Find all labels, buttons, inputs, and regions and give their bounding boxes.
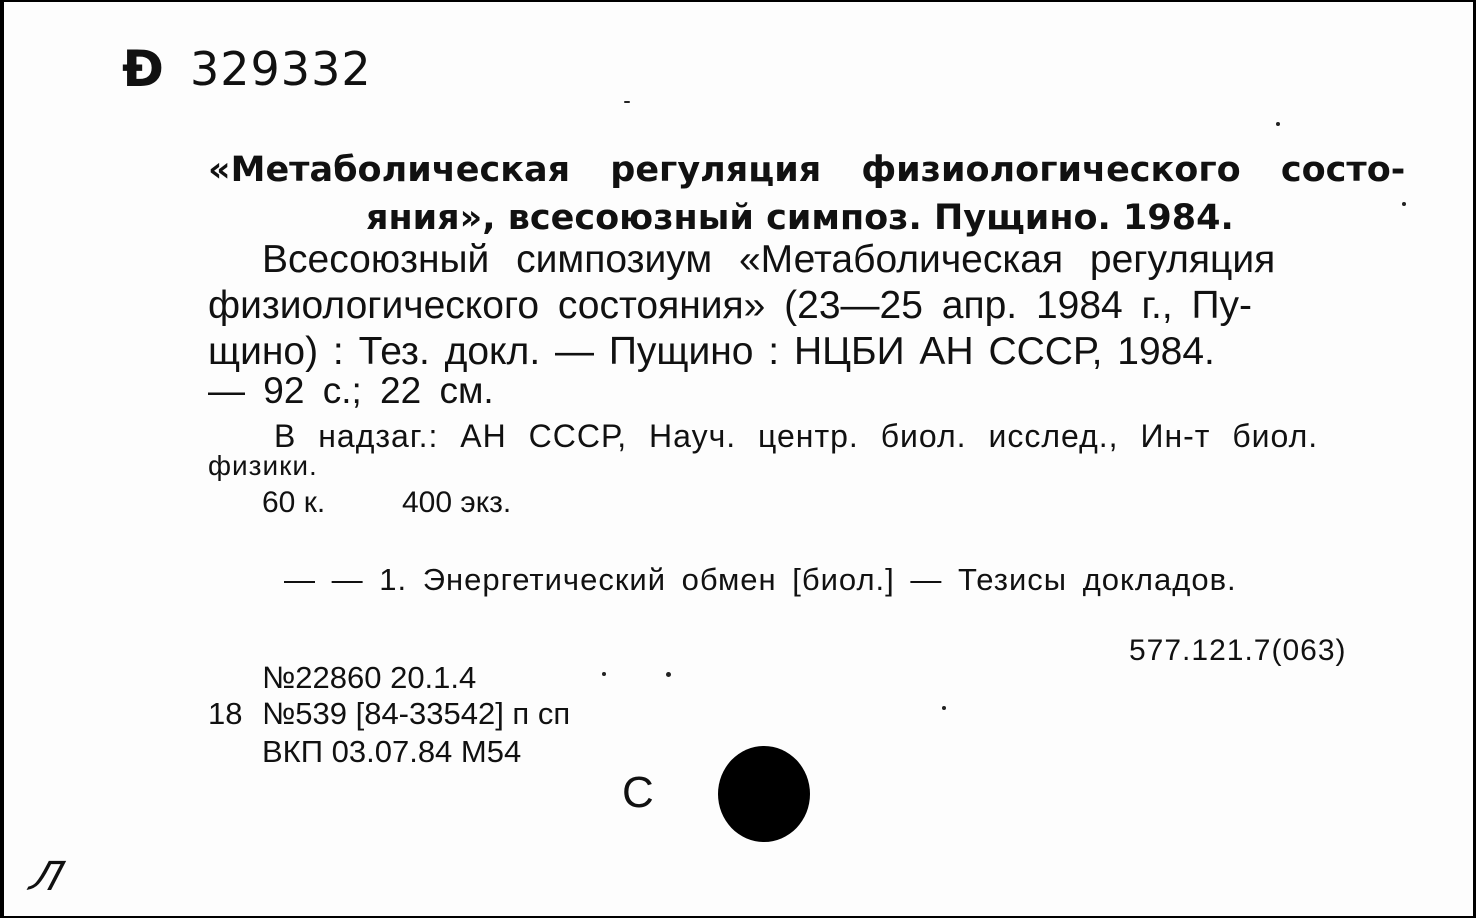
speck: [942, 706, 946, 710]
registration-line-1: №22860 20.1.4: [262, 660, 477, 695]
body-line-1: Всесоюзный симпозиум «Метаболическая регуляция: [262, 238, 1276, 281]
note-line-1: В надзаг.: АН СССР, Науч. центр. биол. исслед., Ин-т биол.: [274, 418, 1319, 454]
speck: [1402, 202, 1406, 206]
body-line-2: физиологического состояния» (23—25 апр. 1984 г., Пу-: [208, 284, 1253, 327]
punch-hole: [718, 746, 810, 842]
price: 60 к.: [262, 486, 326, 519]
body-line-3: щино) : Тез. докл. — Пущино : НЦБИ АН СССР, 1984.: [208, 330, 1215, 373]
speck: [624, 101, 630, 103]
body-line-4: — 92 с.; 22 см.: [208, 370, 494, 411]
speck: [602, 672, 606, 676]
note-line-2: физики.: [208, 450, 318, 481]
title-line-1: «Метаболическая регуляция физиологического состо-: [208, 150, 1406, 190]
registration-line-2: №539 [84-33542] п сп: [262, 696, 571, 731]
call-number: 329332: [190, 42, 372, 96]
speck: [666, 672, 671, 677]
registration-line-3: ВКП 03.07.84 М54: [262, 734, 522, 769]
registration-prefix: 18: [208, 696, 243, 731]
title-line-2: яния», всесоюзный симпоз. Пущино. 1984.: [366, 198, 1234, 238]
call-number-prefix: Ɖ: [122, 40, 164, 98]
subject-heading: — — 1. Энергетический обмен [биол.] — Тезисы докладов.: [284, 562, 1237, 597]
stamp-letter: С: [622, 768, 654, 817]
speck: [1276, 122, 1280, 126]
corner-mark: Л: [24, 854, 70, 900]
udc-code: 577.121.7(063): [1129, 634, 1347, 667]
copies: 400 экз.: [402, 486, 512, 519]
